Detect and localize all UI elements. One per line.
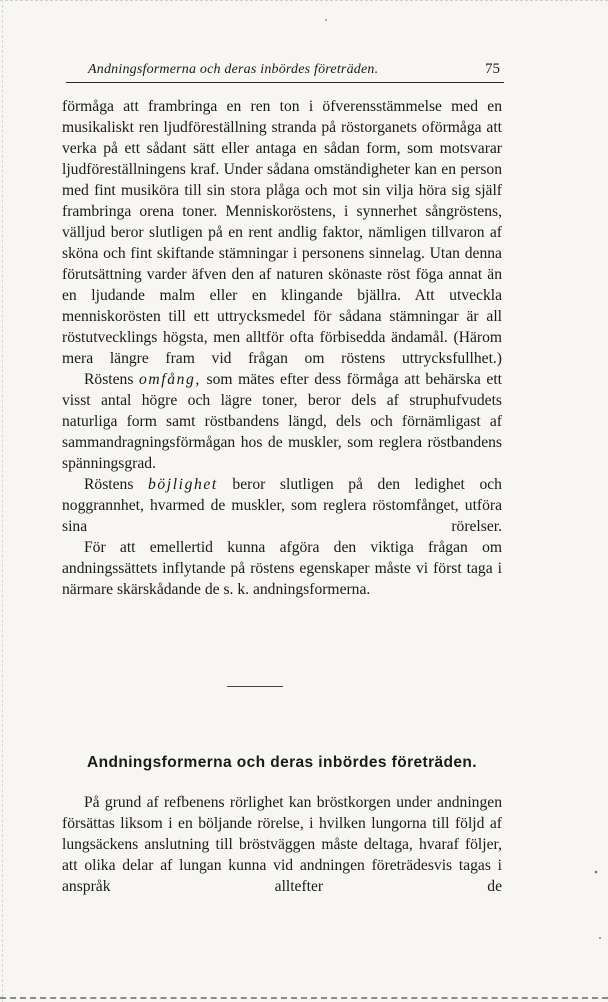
text-line: form, som motsvarar ljudföreställningens kraf. Under sådana (62, 140, 502, 178)
emphasized-term: omfång, (139, 371, 201, 388)
text-fragment: som mätes efter dess förmåga att (206, 371, 420, 388)
text-line: andningssättets inflytande på röstens egenskaper måste vi (62, 560, 429, 577)
text-line: oförmåga att verka på ett sådant sätt eller antaga en sådan (62, 119, 502, 157)
text-line: vid frågan om röstens uttrycksfullhet.) (211, 350, 502, 367)
page-number: 75 (485, 61, 500, 77)
text-line: vid andningen företrädesvis tagas i anspråk alltefter de (62, 857, 502, 895)
text-line: bjällra. Att utveckla menniskorösten till ett uttrycksmedel (62, 287, 502, 325)
text-fragment: beror slutligen på den ledighet och (232, 476, 502, 493)
text-line: denna förutsättning varder äfven den af naturen skönaste (62, 245, 502, 283)
text-line: stora plåga och mot sin vilja höra sig själf frambringa orena (62, 182, 502, 220)
text-line: struphufvudets naturliga form samt röstbandens längd, dels (62, 392, 502, 430)
text-line: och förnämligast af sammandragningsförmågan hos de muskler, (62, 413, 502, 451)
speck (599, 937, 601, 939)
text-line: röst föga annat än en ljudande malm eller en klingande (62, 266, 502, 304)
text-line: noggrannhet, hvarmed de muskler, som reglera röstomfånget, (62, 497, 459, 514)
text-line: först taga i närmare skärskådande de s. k. andningsformerna. (62, 560, 502, 598)
text-fragment: Röstens (84, 476, 134, 493)
speck (595, 871, 598, 874)
text-line: måste deltaga, hvaraf följer, att olika delar af lungan kunna (62, 836, 502, 874)
speck (325, 19, 327, 21)
section-heading: Andningsformerna och deras inbördes företräden. (87, 754, 477, 771)
text-line: lungorna till följd af lungsäckens anslutning till bröstväggen (62, 815, 502, 853)
text-fragment: Röstens (84, 371, 134, 388)
text-line: På grund af refbenens rörlighet kan bröstkorgen under (84, 794, 432, 811)
text-line: toner. Menniskoröstens, i synnerhet sångröstens, välljud beror (62, 203, 502, 241)
text-line: en musikaliskt ren ljudföreställning stranda på röstorganets (62, 98, 502, 136)
text-line: alltför ofta förbisedda ändamål. (Härom mera längre fram (62, 329, 502, 367)
text-line: andningen försättas liksom i en böljande rörelse, i hvilken (62, 794, 502, 832)
text-line: behärska ett visst antal högre och lägre toner, beror dels af (62, 371, 503, 409)
text-line: slutligen på en rent andlig faktor, nämligen tillvaron af sköna (62, 224, 503, 262)
emphasized-term: böjlighet (147, 476, 218, 493)
text-line: och fint skiftande stämningar i personens sinnelag. Utan (103, 245, 460, 262)
text-line: omständigheter kan en person med fint musiköra till sin (62, 161, 502, 199)
text-line: förmåga att frambringa en ren ton i öfverensstämmelse med (62, 98, 479, 115)
text-line: För att emellertid kunna afgöra den viktiga frågan om (84, 539, 502, 556)
text-line: utföra sina rörelser. (62, 497, 502, 535)
text-line: för sådana stämningar är all röstutvecklings högsta, men (62, 308, 502, 346)
running-title: Andningsformerna och deras inbördes företräden. (88, 62, 379, 77)
scan-bottom-edge (0, 997, 608, 999)
text-line: som reglera röstbandens spänningsgrad. (62, 434, 503, 472)
